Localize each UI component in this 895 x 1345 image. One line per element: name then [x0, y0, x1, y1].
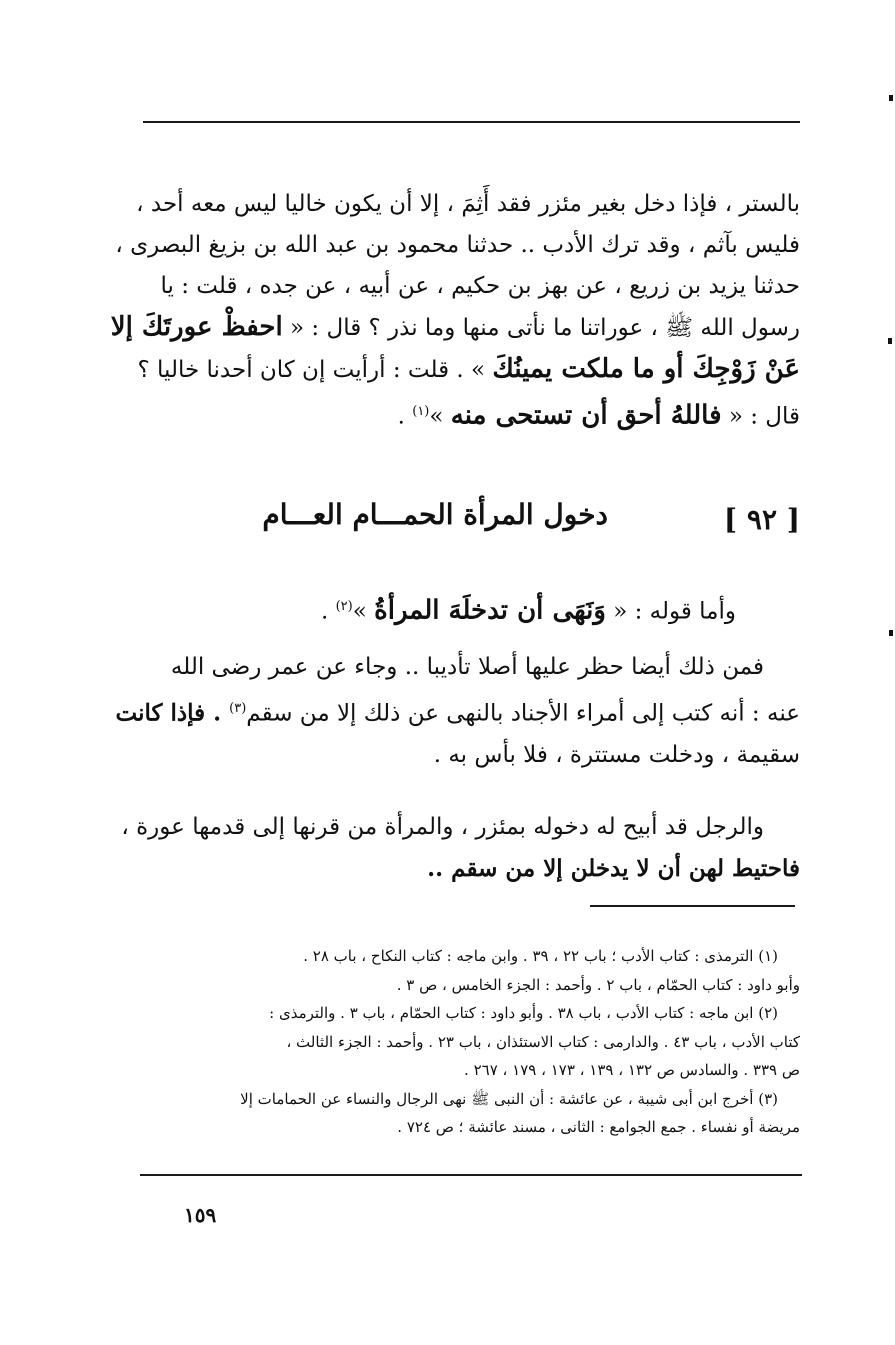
- footnote-line: (١) الترمذى : كتاب الأدب ؛ باب ٢٢ ، ٣٩ . وابن ماجه : كتاب النكاح ، باب ٢٨ .: [303, 947, 778, 965]
- paragraph-3: [121, 807, 800, 889]
- scan-mark: [888, 338, 892, 344]
- page-number: ١٥٩: [184, 1203, 217, 1227]
- footnote-ref: (١): [412, 404, 430, 419]
- footnote-separator: [590, 905, 795, 907]
- text-line: فمن ذلك أيضا حظر عليها أصلا تأديبا .. وجاء عن عمر رضى الله: [170, 654, 764, 680]
- scan-mark: [889, 95, 893, 101]
- text-line: والرجل قد أبيح له دخوله بمئزر ، والمرأة من قرنها إلى قدمها عورة ،: [121, 814, 764, 840]
- section-title: دخول المرأة الحمـــام العـــام: [262, 498, 608, 531]
- footnote-ref: (٢): [335, 599, 353, 614]
- footnote-line: كتاب الأدب ، باب ٤٣ . والدارمى : كتاب الاستئذان ، باب ٢٣ . وأحمد : الجزء الثالث ،: [286, 1032, 800, 1051]
- hadith-quote: عَنْ زَوْجِكَ أو ما ملكت يمينُكَ: [492, 354, 800, 384]
- text-line: رسول الله ﷺ ، عوراتنا ما نأتى منها وما نذر ؟ قال : « احفظْ عورتَكَ إلا: [110, 312, 800, 342]
- quote-bold: وَنَهَى أن تدخلَهَ المرأةُ: [374, 595, 606, 626]
- bottom-rule: [140, 1174, 802, 1176]
- section-number: [ ٩٢ ]: [723, 503, 800, 536]
- paragraph-2: [115, 647, 800, 776]
- footnote-line: (٢) ابن ماجه : كتاب الأدب ، باب ٣٨ . وأبو داود : كتاب الحمّام ، باب ٣ . والترمذى :: [269, 1004, 778, 1022]
- text-line: سقيمة ، ودخلت مستترة ، فلا بأس به .: [433, 741, 800, 768]
- quote-line: [300, 586, 736, 633]
- hadith-quote: فاللهُ أحق أن تستحى منه: [450, 400, 722, 431]
- text-line: عنه : أنه كتب إلى أمراء الأجناد بالنهى عن ذلك إلا من سقم$^{(٣)}$ . فإذا كانت: [115, 699, 800, 727]
- top-rule: [143, 121, 800, 123]
- footnote-line: ص ٣٣٩ . والسادس ص ١٣٢ ، ١٣٩ ، ١٧٣ ، ١٧٩ ، ٢٦٧ .: [464, 1061, 800, 1079]
- hadith-quote: احفظْ عورتَكَ إلا: [110, 312, 283, 342]
- footnote-line: مريضة أو نفساء . جمع الجوامع : الثانى ، مسند عائشة ؛ ص ٧٢٤ .: [397, 1118, 800, 1136]
- footnote-ref: (٣): [229, 701, 247, 716]
- text-line: فاحتيط لهن أن لا يدخلن إلا من سقم ..: [427, 855, 800, 882]
- text-line: فليس بآثم ، وقد ترك الأدب .. حدثنا محمود بن عبد الله بن بزيغ البصرى ،: [115, 232, 800, 258]
- text-line: وأما قوله : « وَنَهَى أن تدخلَهَ المرأةُ »$^{(٢)}$ .: [320, 595, 736, 626]
- top-paragraph: [110, 184, 800, 438]
- footnote-line: (٣) أخرج ابن أبى شيبة ، عن عائشة : أن النبى ﷺ نهى الرجال والنساء عن الحمامات إلا: [240, 1089, 778, 1108]
- scan-mark: [889, 630, 893, 636]
- text-line: حدثنا يزيد بن زريع ، عن بهز بن حكيم ، عن أبيه ، عن جده ، قلت : يا: [160, 273, 800, 299]
- text-line: بالستر ، فإذا دخل بغير مئزر فقد أَثِمَ ، إلا أن يكون خاليا ليس معه أحد ،: [136, 191, 800, 217]
- footnote-line: وأبو داود : كتاب الحمّام ، باب ٢ . وأحمد : الجزء الخامس ، ص ٣ .: [396, 975, 800, 994]
- footnotes: [140, 942, 800, 1142]
- text-line: عَنْ زَوْجِكَ أو ما ملكت يمينُكَ » . قلت : أرأيت إن كان أحدنا خاليا ؟: [137, 354, 800, 384]
- text-line: قال : « فاللهُ أحق أن تستحى منه »$^{(١)}$ .: [397, 400, 800, 431]
